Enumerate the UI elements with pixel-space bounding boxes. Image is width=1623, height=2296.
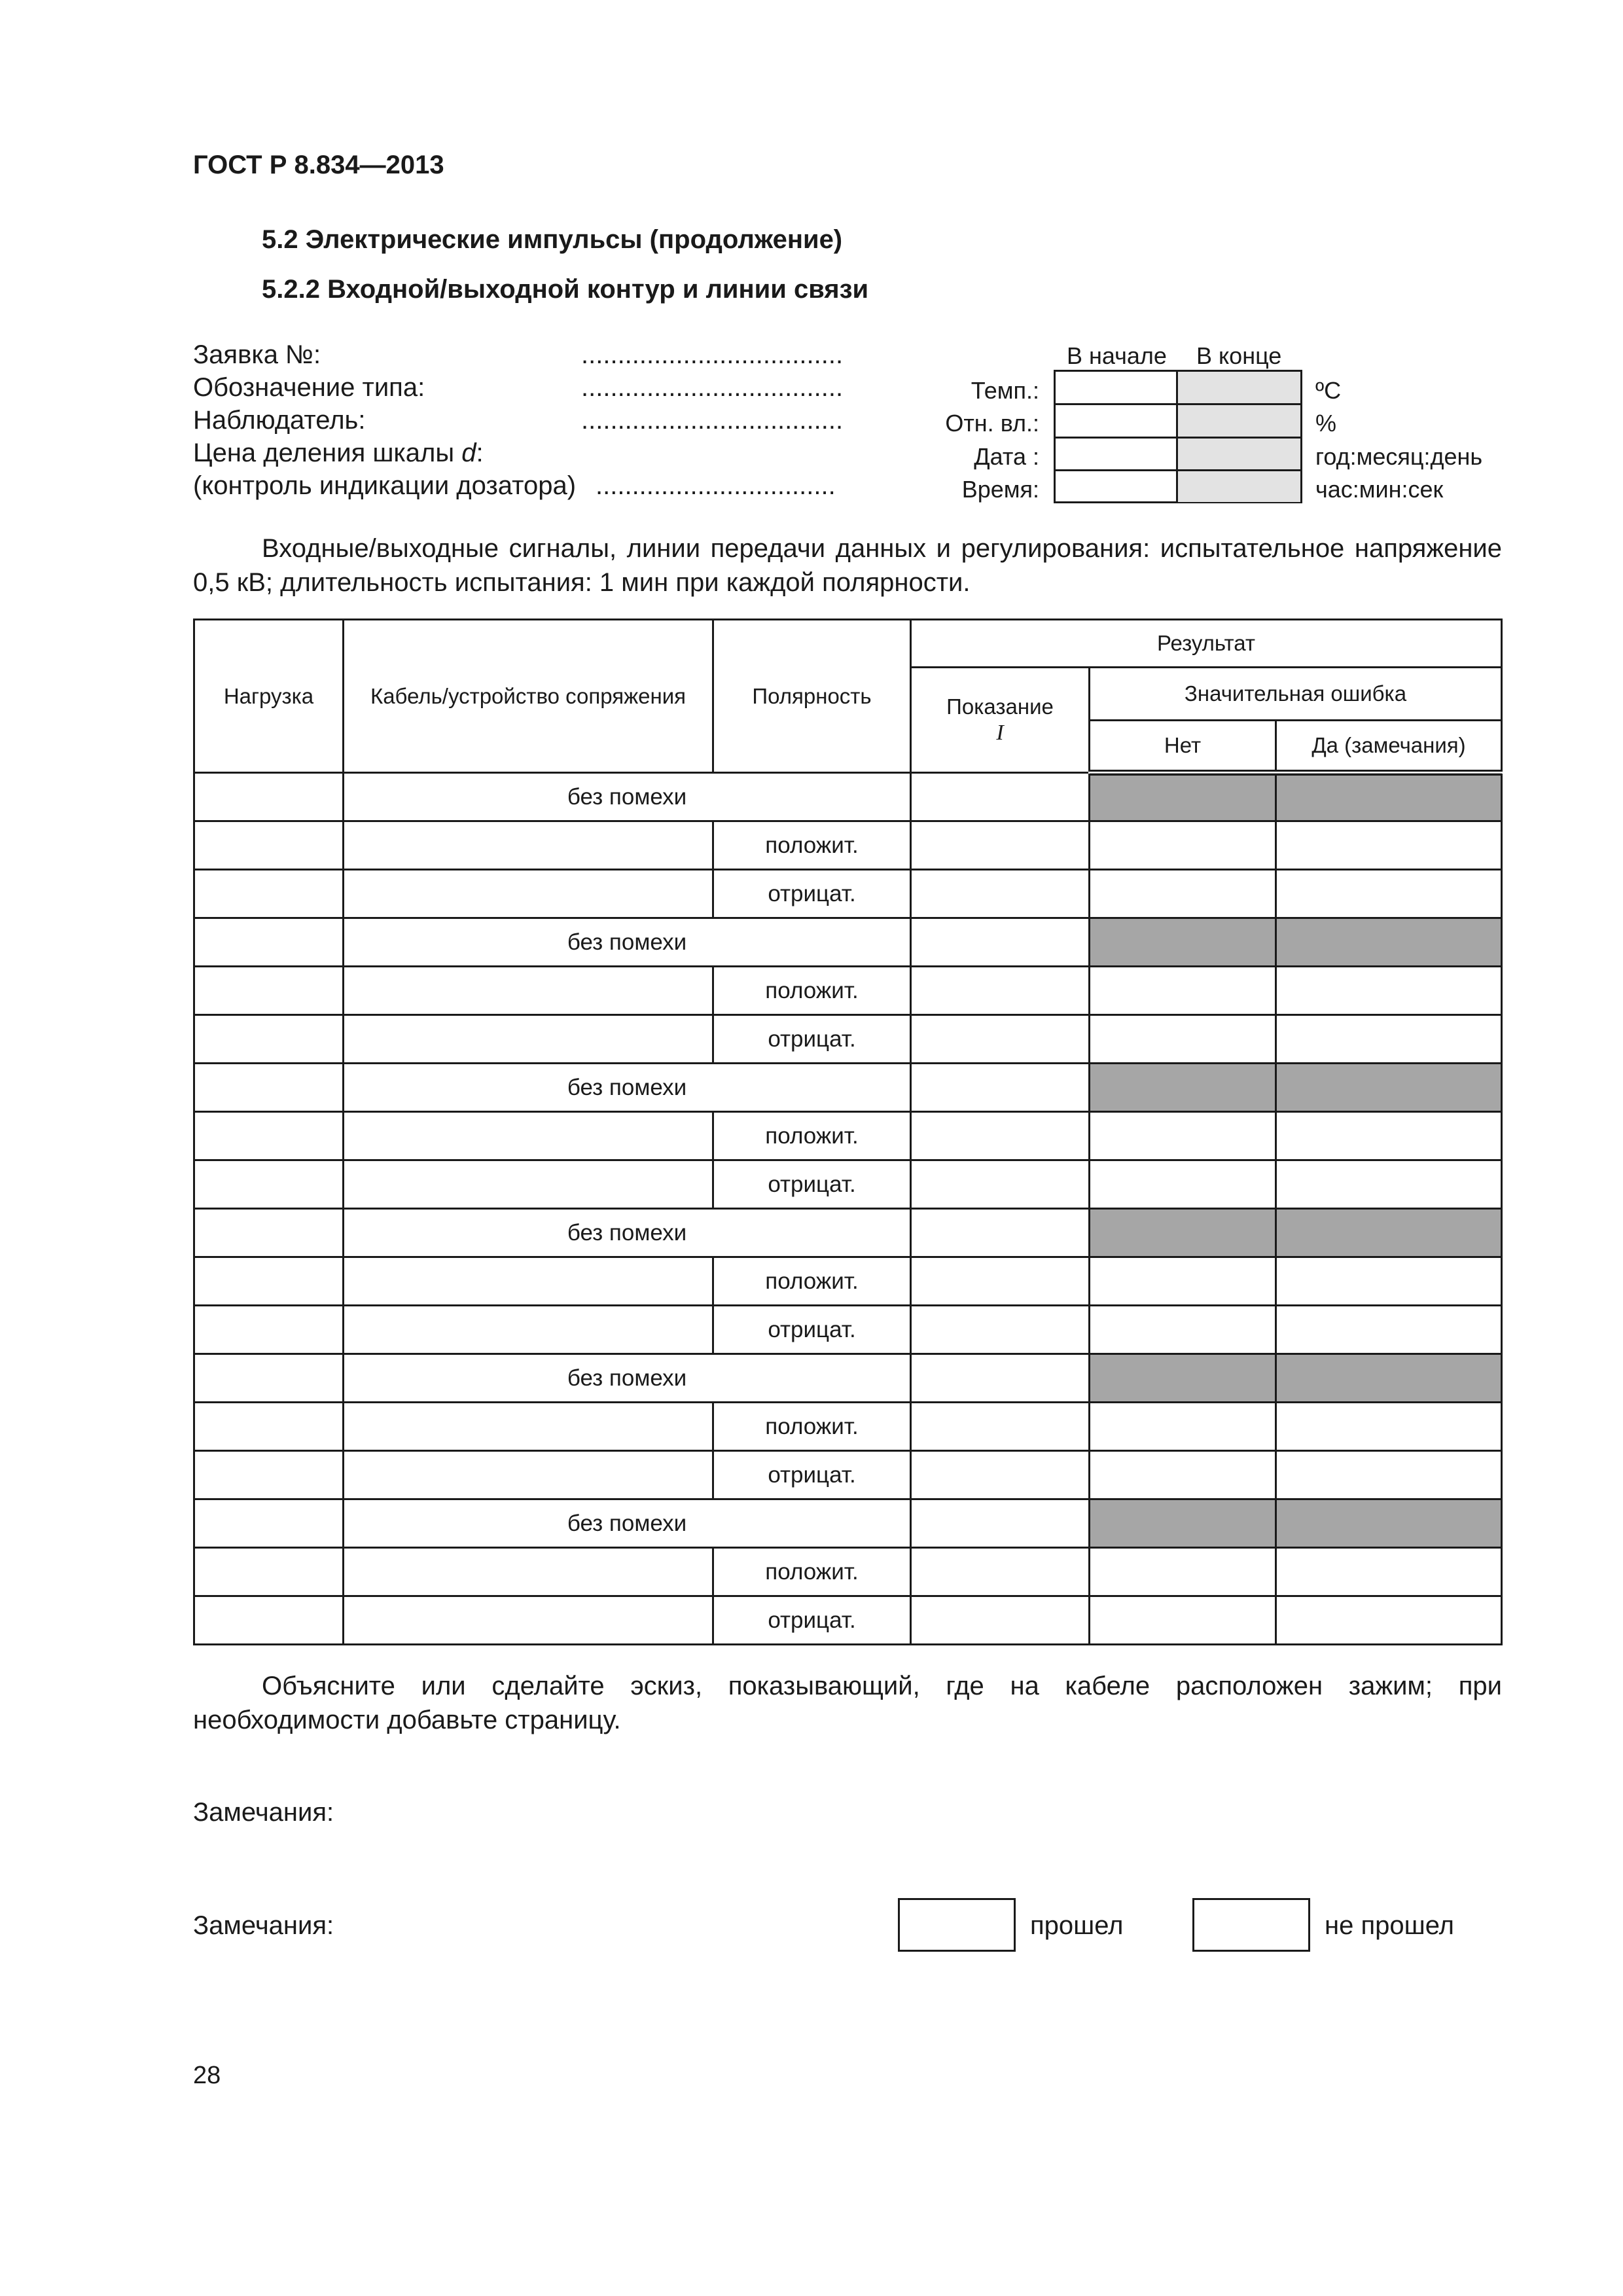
load-cell[interactable] — [194, 1015, 344, 1064]
table-row — [194, 918, 1502, 967]
header-reading-symbol: I — [996, 721, 1004, 745]
conditions-col-end: В конце — [1196, 342, 1282, 369]
load-cell[interactable] — [194, 1209, 344, 1257]
cable-cell[interactable] — [344, 967, 713, 1015]
no-error-cell[interactable] — [1090, 1451, 1276, 1499]
reading-cell[interactable] — [911, 1160, 1090, 1209]
table-row — [194, 821, 1502, 870]
header-reading-label: Показание — [946, 694, 1054, 719]
conditions-row-divider — [1056, 403, 1300, 405]
reading-cell[interactable] — [911, 967, 1090, 1015]
field-type-designation-dots: .................................... — [581, 373, 844, 402]
conditions-label-temp: Темп.: — [971, 377, 1039, 404]
reading-cell[interactable] — [911, 1306, 1090, 1354]
reading-cell[interactable] — [911, 1451, 1090, 1499]
polarity-positive: положит. — [713, 1112, 911, 1160]
field-observer-dots: .................................... — [581, 406, 844, 435]
row-label-no-interference: без помехи — [344, 1354, 911, 1403]
results-table — [193, 619, 1503, 1645]
row-label-no-interference: без помехи — [344, 773, 911, 821]
shaded-cell — [1090, 1499, 1276, 1548]
polarity-positive: положит. — [713, 1257, 911, 1306]
load-cell[interactable] — [194, 1306, 344, 1354]
reading-cell[interactable] — [911, 1596, 1090, 1645]
polarity-positive: положит. — [713, 1548, 911, 1596]
page-number: 28 — [193, 2062, 221, 2089]
load-cell[interactable] — [194, 1064, 344, 1112]
footer-paragraph: Объясните или сделайте эскиз, показывающий, где на кабеле расположен зажим; при необходимости добавьте страницу. — [193, 1672, 1502, 1734]
reading-cell[interactable] — [911, 1257, 1090, 1306]
field-scale-division: Цена деления шкалы d: — [193, 439, 484, 467]
row-label-no-interference: без помехи — [344, 1499, 911, 1548]
header-cable: Кабель/устройство сопряжения — [344, 620, 713, 773]
field-observer: Наблюдатель: — [193, 406, 366, 435]
header-no: Нет — [1090, 721, 1276, 773]
conditions-label-humidity: Отн. вл.: — [945, 410, 1039, 437]
load-cell[interactable] — [194, 1596, 344, 1645]
no-error-cell[interactable] — [1090, 1015, 1276, 1064]
header-reading — [911, 668, 1090, 773]
cable-cell[interactable] — [344, 821, 713, 870]
shaded-cell — [1090, 1354, 1276, 1403]
table-row — [194, 1548, 1502, 1596]
yes-error-cell[interactable] — [1276, 1160, 1502, 1209]
polarity-negative: отрицат. — [713, 1451, 911, 1499]
yes-error-cell[interactable] — [1276, 967, 1502, 1015]
cable-cell[interactable] — [344, 1596, 713, 1645]
conditions-grid — [1054, 370, 1302, 503]
shaded-cell — [1090, 1064, 1276, 1112]
load-cell[interactable] — [194, 1257, 344, 1306]
reading-cell[interactable] — [911, 1064, 1090, 1112]
load-cell[interactable] — [194, 1403, 344, 1451]
cable-cell[interactable] — [344, 1257, 713, 1306]
polarity-positive: положит. — [713, 967, 911, 1015]
reading-cell[interactable] — [911, 1403, 1090, 1451]
table-row — [194, 1209, 1502, 1257]
polarity-positive: положит. — [713, 1403, 911, 1451]
table-row — [194, 1306, 1502, 1354]
table-row — [194, 1451, 1502, 1499]
polarity-negative: отрицат. — [713, 1160, 911, 1209]
field-type-designation: Обозначение типа: — [193, 373, 425, 402]
conditions-label-time: Время: — [961, 476, 1039, 503]
table-row — [194, 1160, 1502, 1209]
conditions-row-divider — [1056, 437, 1300, 439]
reading-cell[interactable] — [911, 1015, 1090, 1064]
load-cell[interactable] — [194, 821, 344, 870]
conditions-unit-time: час:мин:сек — [1315, 476, 1444, 503]
reading-cell[interactable] — [911, 773, 1090, 821]
table-row — [194, 1354, 1502, 1403]
yes-error-cell[interactable] — [1276, 1596, 1502, 1645]
table-row — [194, 1015, 1502, 1064]
load-cell[interactable] — [194, 1548, 344, 1596]
not-passed-label: не прошел — [1325, 1911, 1454, 1940]
no-error-cell[interactable] — [1090, 1160, 1276, 1209]
cable-cell[interactable] — [344, 1548, 713, 1596]
shaded-cell — [1276, 1499, 1502, 1548]
shaded-cell — [1276, 918, 1502, 967]
shaded-cell — [1090, 1209, 1276, 1257]
cable-cell[interactable] — [344, 1451, 713, 1499]
row-label-no-interference: без помехи — [344, 918, 911, 967]
document-code: ГОСТ Р 8.834—2013 — [193, 151, 444, 179]
table-row — [194, 1112, 1502, 1160]
no-error-cell[interactable] — [1090, 821, 1276, 870]
reading-cell[interactable] — [911, 1112, 1090, 1160]
conditions-label-date: Дата : — [974, 443, 1039, 470]
remarks-label-1: Замечания: — [193, 1798, 334, 1827]
header-yes: Да (замечания) — [1276, 721, 1502, 773]
conditions-row-divider — [1056, 469, 1300, 471]
reading-cell[interactable] — [911, 1209, 1090, 1257]
header-load: Нагрузка — [194, 620, 344, 773]
shaded-cell — [1090, 918, 1276, 967]
reading-cell[interactable] — [911, 870, 1090, 918]
yes-error-cell[interactable] — [1276, 1403, 1502, 1451]
yes-error-cell[interactable] — [1276, 1451, 1502, 1499]
field-dosing-check: (контроль индикации дозатора) — [193, 471, 577, 500]
yes-error-cell[interactable] — [1276, 821, 1502, 870]
cable-cell[interactable] — [344, 1015, 713, 1064]
polarity-positive: положит. — [713, 821, 911, 870]
intro-paragraph: Входные/выходные сигналы, линии передачи данных и регулирования: испытательное напряжение 0,5 кВ; длительность испытания: 1 мин при каждой полярности. — [193, 534, 1502, 597]
table-row — [194, 1403, 1502, 1451]
table-row — [194, 1257, 1502, 1306]
conditions-unit-temp: ºC — [1315, 377, 1342, 404]
cable-cell[interactable] — [344, 1112, 713, 1160]
reading-cell[interactable] — [911, 1499, 1090, 1548]
no-error-cell[interactable] — [1090, 967, 1276, 1015]
conditions-col-start: В начале — [1067, 342, 1167, 369]
row-label-no-interference: без помехи — [344, 1064, 911, 1112]
remarks-label-2: Замечания: — [193, 1911, 334, 1940]
polarity-negative: отрицат. — [713, 870, 911, 918]
conditions-unit-humidity: % — [1315, 410, 1337, 437]
field-application-no: Заявка №: — [193, 340, 321, 369]
load-cell[interactable] — [194, 870, 344, 918]
table-row — [194, 967, 1502, 1015]
shaded-cell — [1276, 1354, 1502, 1403]
row-label-no-interference: без помехи — [344, 1209, 911, 1257]
shaded-cell — [1090, 773, 1276, 821]
table-row — [194, 1499, 1502, 1548]
cable-cell[interactable] — [344, 1160, 713, 1209]
no-error-cell[interactable] — [1090, 1548, 1276, 1596]
field-dosing-check-dots: ................................. — [596, 471, 836, 500]
reading-cell[interactable] — [911, 1354, 1090, 1403]
header-polarity: Полярность — [713, 620, 911, 773]
reading-cell[interactable] — [911, 918, 1090, 967]
passed-checkbox[interactable] — [898, 1898, 1016, 1952]
not-passed-checkbox[interactable] — [1192, 1898, 1310, 1952]
shaded-cell — [1276, 773, 1502, 821]
yes-error-cell[interactable] — [1276, 1257, 1502, 1306]
cable-cell[interactable] — [344, 1306, 713, 1354]
cable-cell[interactable] — [344, 1403, 713, 1451]
shaded-cell — [1276, 1064, 1502, 1112]
table-row — [194, 870, 1502, 918]
load-cell[interactable] — [194, 1451, 344, 1499]
field-application-no-dots: .................................... — [581, 340, 844, 369]
cable-cell[interactable] — [344, 870, 713, 918]
no-error-cell[interactable] — [1090, 1306, 1276, 1354]
yes-error-cell[interactable] — [1276, 1548, 1502, 1596]
header-significant-error: Значительная ошибка — [1090, 668, 1502, 721]
load-cell[interactable] — [194, 1160, 344, 1209]
section-title: 5.2 Электрические импульсы (продолжение) — [262, 225, 843, 254]
section-subtitle: 5.2.2 Входной/выходной контур и линии связи — [262, 275, 869, 304]
polarity-negative: отрицат. — [713, 1015, 911, 1064]
load-cell[interactable] — [194, 1354, 344, 1403]
no-error-cell[interactable] — [1090, 1257, 1276, 1306]
reading-cell[interactable] — [911, 821, 1090, 870]
conditions-unit-date: год:месяц:день — [1315, 443, 1483, 470]
yes-error-cell[interactable] — [1276, 1015, 1502, 1064]
load-cell[interactable] — [194, 918, 344, 967]
no-error-cell[interactable] — [1090, 1403, 1276, 1451]
table-row — [194, 773, 1502, 821]
no-error-cell[interactable] — [1090, 1596, 1276, 1645]
table-row — [194, 1596, 1502, 1645]
table-row — [194, 1064, 1502, 1112]
passed-label: прошел — [1030, 1911, 1124, 1940]
polarity-negative: отрицат. — [713, 1306, 911, 1354]
polarity-negative: отрицат. — [713, 1596, 911, 1645]
load-cell[interactable] — [194, 1499, 344, 1548]
no-error-cell[interactable] — [1090, 870, 1276, 918]
load-cell[interactable] — [194, 967, 344, 1015]
yes-error-cell[interactable] — [1276, 1112, 1502, 1160]
reading-cell[interactable] — [911, 1548, 1090, 1596]
load-cell[interactable] — [194, 1112, 344, 1160]
yes-error-cell[interactable] — [1276, 870, 1502, 918]
no-error-cell[interactable] — [1090, 1112, 1276, 1160]
yes-error-cell[interactable] — [1276, 1306, 1502, 1354]
header-result: Результат — [911, 620, 1502, 668]
shaded-cell — [1276, 1209, 1502, 1257]
load-cell[interactable] — [194, 773, 344, 821]
